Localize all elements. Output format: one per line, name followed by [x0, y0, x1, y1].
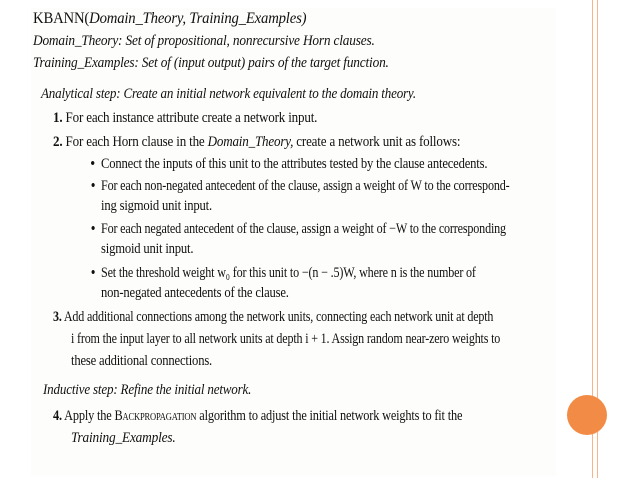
analytical-step: Analytical step: Create an initial network equivalent to the domain theory.: [41, 86, 416, 102]
step-2-text-c: create a network unit as follows:: [296, 134, 461, 150]
step-4-text-b: Backpropagation: [114, 408, 197, 424]
bullet-3-cont: sigmoid unit input.: [101, 241, 194, 257]
title-args: Domain_Theory, Training_Examples): [89, 10, 307, 27]
bullet-3: • For each negated antecedent of the clause, assign a weight of −W to the corresponding: [101, 220, 506, 238]
step-4-text-a: Apply the: [64, 408, 112, 424]
inductive-step: Inductive step: Refine the initial network.: [43, 382, 252, 398]
step-4-text-c: algorithm to adjust the initial network weights to fit the: [199, 408, 463, 424]
step-1: [53, 109, 317, 127]
algorithm-title: [33, 10, 306, 28]
algorithm-scan: [31, 8, 556, 476]
step-3-number: 3.: [53, 309, 62, 325]
domain-theory-line: [33, 32, 375, 50]
bullet-2: • For each non-negated antecedent of the clause, assign a weight of W to the correspond-: [101, 177, 509, 195]
training-desc: Set of (input output) pairs of the target function.: [141, 55, 389, 71]
step-4: [53, 407, 462, 425]
bullet-2-cont: ing sigmoid unit input.: [101, 198, 212, 214]
bullet-1: • Connect the inputs of this unit to the attributes tested by the clause antecedents.: [101, 155, 487, 173]
training-label: Training_Examples:: [33, 55, 139, 71]
step-1-number: 1.: [53, 110, 63, 126]
domain-label: Domain_Theory:: [33, 33, 123, 49]
step-4-line-2: Training_Examples.: [71, 430, 176, 446]
step-3-line-1: Add additional connections among the network units, connecting each network unit at depth: [63, 309, 494, 325]
orange-circle: [567, 395, 607, 435]
step-3-line-2: i from the input layer to all network units at depth i + 1. Assign random near-zero weights to: [71, 331, 501, 347]
training-examples-line: [33, 54, 389, 72]
step-4-number: 4.: [53, 408, 62, 424]
step-3-line-3: these additional connections.: [71, 353, 213, 369]
title-main: KBANN(: [33, 10, 90, 27]
step-1-text: For each instance attribute create a network input.: [65, 110, 318, 126]
bullet-4-cont: non-negated antecedents of the clause.: [101, 285, 289, 301]
step-3: [53, 308, 493, 326]
step-2: [53, 133, 460, 151]
bullet-4: • Set the threshold weight w₀ for this unit to −(n − .5)W, where n is the number of: [101, 264, 476, 282]
domain-desc: Set of propositional, nonrecursive Horn clauses.: [125, 33, 375, 49]
step-2-text-b: Domain_Theory,: [207, 134, 294, 150]
step-2-number: 2.: [53, 134, 63, 150]
step-2-text-a: For each Horn clause in the: [65, 134, 205, 150]
